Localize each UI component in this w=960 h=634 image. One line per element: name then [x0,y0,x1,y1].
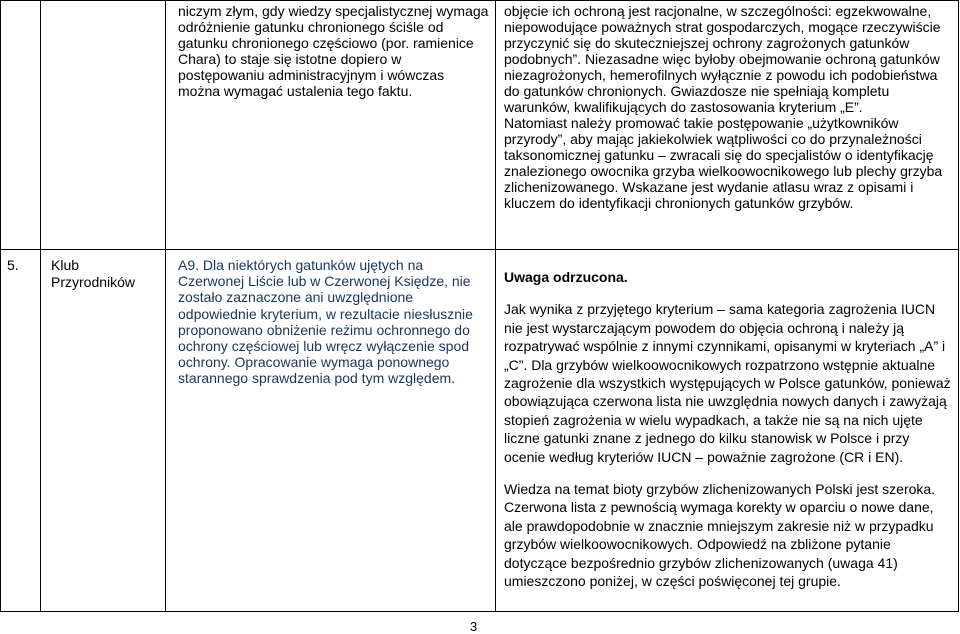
previous-response-cell [496,1,959,250]
table-row [1,1,959,250]
remark-cell [166,250,496,612]
previous-response-paragraph: objęcie ich ochroną jest racjonalne, w szczególności: egzekwowalne, niepowodujące poważnych strat gospodarczych, mogące rzeczywiście przyczynić się do skuteczniejszej ochrony zagrożonych gatunków podobnych”. Niezasadne więc byłoby obejmowanie ochroną gatunków niezagrożonych, hemerofilnych wyłącznie z powodu ich podobieństwa do gatunków chronionych. Gwiazdosze nie spełniają kompletu warunków, kwalifikujących do zastosowania kryterium „E”. [504,3,941,115]
remark-text: A9. Dla niektórych gatunków ujętych na Czerwonej Liście lub w Czerwonej Księdze, nie zostało zaznaczone ani uwzględnione odpowiednie kryterium, w rezultacie niesłusznie proponowano obniżenie reżimu ochronnego do ochrony częściowej lub wręcz wyłączenie spod ochrony. Opracowanie wymaga ponownego starannego sprawdzenia pod tym względem. [178,257,473,387]
empty-cell [1,1,41,250]
row-number [1,250,41,612]
table-row [1,250,959,612]
response-paragraph: Jak wynika z przyjętego kryterium – sama kategoria zagrożenia IUCN nie jest wystarczającym powodem do objęcia ochroną i należy ją rozpatrywać wspólnie z innymi czynnikami, opisanymi w kryteriach „A” i „C”. Dla grzybów wielkoowocnikowych rozpatrzono wstępnie aktualne zagrożenie dla wszystkich występujących w Polsce gatunków, ponieważ obowiązująca czerwona lista nie uwzględnia nowych danych i zawyżają stopień zagrożenia w wielu wypadkach, a także nie są na nich ujęte liczne gatunki znane z jednego do kilku stanowisk w Polsce i przy ocenie według kryteriów IUCN – poważnie zagrożone (CR i EN). [504,301,951,465]
page-number: 3 [470,619,478,634]
previous-remark-cell [166,1,496,250]
previous-remark-text: niczym złym, gdy wiedzy specjalistycznej wymaga odróżnienie gatunku chronionego ściśle od gatunku chronionego częściowo (por. ramienice Chara) to staje się istotne dopiero w postępowaniu administracyjnym i wówczas można wymagać ustalenia tego faktu. [178,3,489,99]
previous-response-paragraph: Natomiast należy promować takie postępowanie „użytkowników przyrody”, aby mając jakiekolwiek wątpliwości co do przynależności taksonomicznej gatunku – zwracali się do specjalistów o identyfikację znalezionego owocnika grzyba wielkoowocnikowego lub plechy grzyba zlichenizowanego. Wskazane jest wydanie atlasu wraz z opisami i kluczem do identyfikacji chronionych gatunków grzybów. [504,115,943,211]
row-number-text: 5. [7,257,19,273]
response-paragraph: Wiedza na temat bioty grzybów zlichenizowanych Polski jest szeroka. Czerwona lista z pewnością wymaga korekty w oparciu o nowe dane, ale prawdopodobnie w znacznie mniejszym zakresie niż w przypadku grzybów wielkoowocnikowych. Odpowiedź na zbliżone pytanie dotyczące bezpośrednio grzybów zlichenizowanych (uwaga 41) umieszczono poniżej, w części poświęconej tej grupie. [504,481,936,590]
response-cell [496,250,959,612]
empty-cell [41,1,166,250]
verdict-label: Uwaga odrzucona. [504,269,628,285]
organization-name: Klub Przyrodników [51,257,136,290]
organization-cell [41,250,166,612]
